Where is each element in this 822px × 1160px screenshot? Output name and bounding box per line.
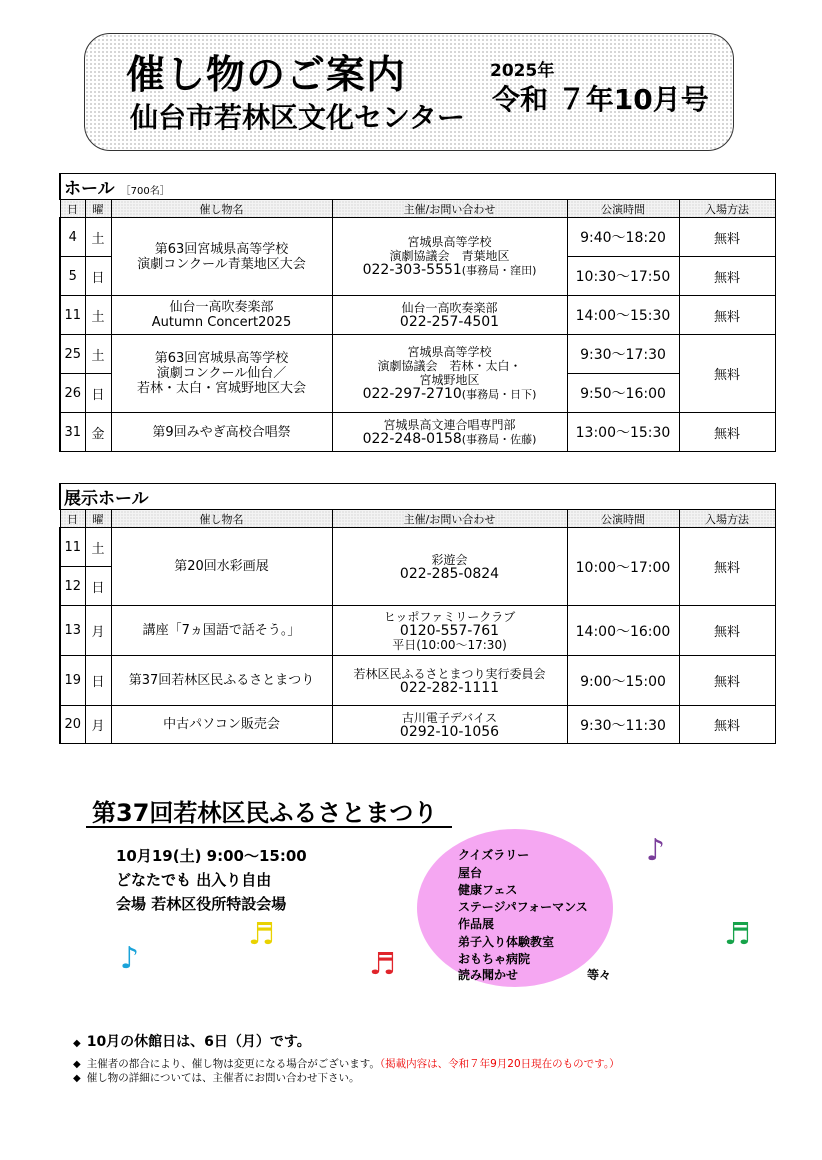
hall-table bbox=[59, 173, 776, 452]
table-row bbox=[60, 606, 775, 656]
event-name-cell: 第37回若林区民ふるさとまつり bbox=[111, 656, 332, 706]
music-notes-icon: ♬ bbox=[369, 947, 396, 982]
day-cell: 31 bbox=[60, 413, 85, 452]
weekday-cell: 日 bbox=[85, 567, 111, 606]
hall-column-headers bbox=[60, 200, 775, 218]
day-cell: 4 bbox=[60, 218, 85, 257]
contact-cell: 彩遊会 022-285-0824 bbox=[332, 528, 567, 606]
weekday-cell: 土 bbox=[85, 296, 111, 335]
event-name-cell: 第63回宮城県高等学校 演劇コンクール仙台／ 若林・太白・宮城野地区大会 bbox=[111, 335, 332, 413]
time-cell: 9:40～18:20 bbox=[567, 218, 679, 257]
time-cell: 13:00～15:30 bbox=[567, 413, 679, 452]
contact-cell: 宮城県高等学校 演劇協議会 若林・太白・ 宮城野地区 022-297-2710(事務局・日下) bbox=[332, 335, 567, 413]
weekday-cell: 土 bbox=[85, 528, 111, 567]
admission-cell: 無料 bbox=[679, 218, 775, 257]
table-row bbox=[60, 296, 775, 335]
event-name-cell: 講座「7ヵ国語で話そう。」 bbox=[111, 606, 332, 656]
col-day: 日 bbox=[60, 200, 85, 218]
contact-cell: 宮城県高文連合唱専門部 022-248-0158(事務局・佐藤) bbox=[332, 413, 567, 452]
music-notes-icon: ♬ bbox=[248, 917, 275, 952]
issue-year: 2025年 bbox=[490, 61, 555, 81]
page-title: 催し物のご案内 bbox=[126, 53, 407, 98]
hall-capacity: ［700名］ bbox=[120, 186, 170, 197]
activity-item: 弟子入り体験教室 bbox=[458, 935, 555, 949]
col-event: 催し物名 bbox=[111, 510, 332, 528]
table-row bbox=[60, 528, 775, 567]
admission-cell: 無料 bbox=[679, 257, 775, 296]
time-cell: 9:30～11:30 bbox=[567, 706, 679, 744]
time-cell: 10:30～17:50 bbox=[567, 257, 679, 296]
day-cell: 12 bbox=[60, 567, 85, 606]
col-weekday: 曜 bbox=[85, 510, 111, 528]
contact-cell: 宮城県高等学校 演劇協議会 青葉地区 022-303-5551(事務局・窪田) bbox=[332, 218, 567, 296]
table-row bbox=[60, 706, 775, 744]
weekday-cell: 土 bbox=[85, 218, 111, 257]
admission-cell: 無料 bbox=[679, 528, 775, 606]
music-notes-icon: ♬ bbox=[724, 917, 751, 952]
time-cell: 14:00～15:30 bbox=[567, 296, 679, 335]
exhibit-column-headers bbox=[60, 510, 775, 528]
event-name-cell: 仙台一高吹奏楽部 Autumn Concert2025 bbox=[111, 296, 332, 335]
weekday-cell: 月 bbox=[85, 706, 111, 744]
day-cell: 19 bbox=[60, 656, 85, 706]
hall-name: ホール bbox=[64, 179, 115, 199]
col-day: 日 bbox=[60, 510, 85, 528]
admission-cell: 無料 bbox=[679, 335, 775, 413]
detail-note: ◆ 催し物の詳細については、主催者にお問い合わせ下さい。 bbox=[73, 1072, 360, 1084]
activities-etc: 等々 bbox=[587, 968, 612, 982]
closed-day-note: ◆ 10月の休館日は、6日（月）です。 bbox=[73, 1034, 311, 1050]
activity-item: 屋台 bbox=[458, 866, 483, 880]
activity-item: 読み聞かせ bbox=[458, 968, 519, 982]
time-cell: 9:50～16:00 bbox=[567, 374, 679, 413]
contact-cell: 仙台一高吹奏楽部 022-257-4501 bbox=[332, 296, 567, 335]
col-admission: 入場方法 bbox=[679, 510, 775, 528]
event-name-cell: 第20回水彩画展 bbox=[111, 528, 332, 606]
festival-date: 10月19(土) 9:00～15:00 bbox=[116, 847, 307, 865]
col-time: 公演時間 bbox=[567, 510, 679, 528]
change-note: ◆ 主催者の都合により、催し物は変更になる場合がございます。（掲載内容は、令和７年9月20日現在のものです。） bbox=[73, 1058, 620, 1070]
day-cell: 25 bbox=[60, 335, 85, 374]
admission-cell: 無料 bbox=[679, 706, 775, 744]
weekday-cell: 日 bbox=[85, 257, 111, 296]
exhibit-table bbox=[59, 483, 776, 744]
venue-name: 仙台市若林区文化センター bbox=[130, 101, 465, 134]
hall-caption bbox=[60, 174, 775, 200]
admission-cell: 無料 bbox=[679, 606, 775, 656]
table-row bbox=[60, 413, 775, 452]
festival-venue: 会場 若林区役所特設会場 bbox=[116, 895, 287, 913]
event-name-cell: 第63回宮城県高等学校 演劇コンクール青葉地区大会 bbox=[111, 218, 332, 296]
table-row bbox=[60, 656, 775, 706]
contact-cell: 若林区民ふるさとまつり実行委員会 022-282-1111 bbox=[332, 656, 567, 706]
col-event: 催し物名 bbox=[111, 200, 332, 218]
event-name-cell: 中古パソコン販売会 bbox=[111, 706, 332, 744]
table-row bbox=[60, 218, 775, 257]
col-contact: 主催/お問い合わせ bbox=[332, 200, 567, 218]
activity-item: 作品展 bbox=[458, 917, 495, 931]
day-cell: 11 bbox=[60, 296, 85, 335]
time-cell: 9:00～15:00 bbox=[567, 656, 679, 706]
activity-item: おもちゃ病院 bbox=[458, 952, 531, 966]
day-cell: 13 bbox=[60, 606, 85, 656]
exhibit-caption: 展示ホール bbox=[60, 484, 775, 510]
day-cell: 5 bbox=[60, 257, 85, 296]
col-weekday: 曜 bbox=[85, 200, 111, 218]
time-cell: 14:00～16:00 bbox=[567, 606, 679, 656]
festival-title: 第37回若林区民ふるさとまつり bbox=[92, 799, 438, 827]
weekday-cell: 金 bbox=[85, 413, 111, 452]
contact-cell: 古川電子デバイス 0292-10-1056 bbox=[332, 706, 567, 744]
day-cell: 11 bbox=[60, 528, 85, 567]
admission-cell: 無料 bbox=[679, 413, 775, 452]
col-contact: 主催/お問い合わせ bbox=[332, 510, 567, 528]
issue-label: 令和 ７年10月号 bbox=[492, 83, 709, 116]
weekday-cell: 月 bbox=[85, 606, 111, 656]
music-note-icon: ♪ bbox=[646, 833, 666, 868]
activity-item: ステージパフォーマンス bbox=[458, 900, 588, 914]
weekday-cell: 土 bbox=[85, 335, 111, 374]
col-time: 公演時間 bbox=[567, 200, 679, 218]
music-note-icon: ♪ bbox=[120, 941, 140, 976]
weekday-cell: 日 bbox=[85, 656, 111, 706]
day-cell: 26 bbox=[60, 374, 85, 413]
activity-item: 健康フェス bbox=[458, 883, 518, 897]
admission-cell: 無料 bbox=[679, 296, 775, 335]
contact-cell: ヒッポファミリークラブ 0120-557-761 平日(10:00～17:30) bbox=[332, 606, 567, 656]
col-admission: 入場方法 bbox=[679, 200, 775, 218]
day-cell: 20 bbox=[60, 706, 85, 744]
activity-item: クイズラリー bbox=[458, 848, 530, 862]
festival-underline bbox=[86, 826, 452, 828]
event-name-cell: 第9回みやぎ高校合唱祭 bbox=[111, 413, 332, 452]
table-row bbox=[60, 335, 775, 374]
festival-free-entry: どなたでも 出入り自由 bbox=[116, 871, 272, 889]
time-cell: 10:00～17:00 bbox=[567, 528, 679, 606]
weekday-cell: 日 bbox=[85, 374, 111, 413]
admission-cell: 無料 bbox=[679, 656, 775, 706]
time-cell: 9:30～17:30 bbox=[567, 335, 679, 374]
